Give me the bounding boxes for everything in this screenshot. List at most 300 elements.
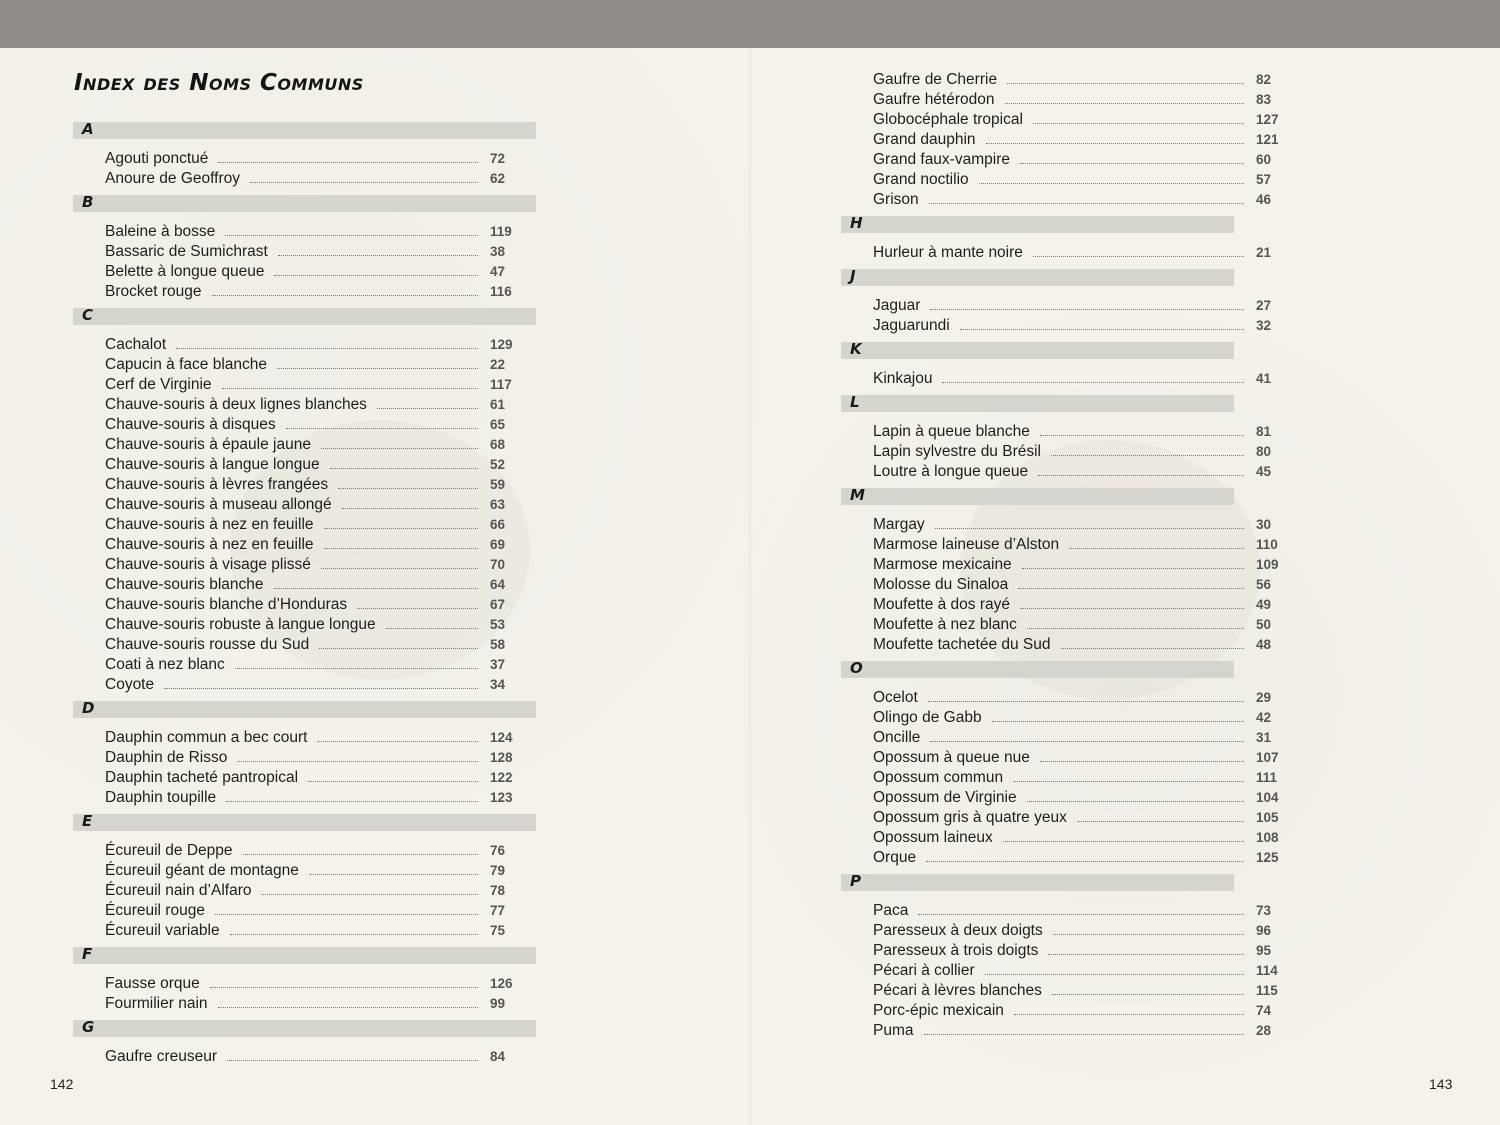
dot-leader [1040,435,1244,436]
dot-leader [230,934,478,935]
entry-page-number: 81 [1256,424,1272,439]
index-entry [841,535,1281,555]
index-entry [841,296,1281,316]
letter-label: F [82,945,93,963]
entry-page-number: 121 [1256,132,1279,147]
entry-page-number: 96 [1256,923,1272,938]
entry-name: Chauve-souris blanche d’Honduras [105,596,348,613]
dot-leader [377,408,478,409]
entry-page-number: 105 [1256,810,1279,825]
entry-page-number: 32 [1256,318,1272,333]
entry-page-number: 108 [1256,830,1279,845]
index-entry [841,110,1281,130]
entry-page-number: 45 [1256,464,1272,479]
dot-leader [261,894,478,895]
dot-leader [1052,994,1244,995]
index-entry [73,242,536,262]
dot-leader [243,854,478,855]
entry-name: Fourmilier nain [105,995,208,1012]
dot-leader [227,1060,478,1061]
dot-leader [1040,761,1244,762]
dot-leader [357,608,478,609]
index-entry [841,901,1281,921]
entry-name: Porc-épic mexicain [873,1002,1004,1019]
index-entry [73,515,536,535]
entry-page-number: 76 [490,843,506,858]
entry-name: Grison [873,191,919,208]
index-entry [841,190,1281,210]
entry-name: Chauve-souris robuste à langue longue [105,616,376,633]
index-entry [73,841,536,861]
entry-page-number: 47 [490,264,506,279]
entry-name: Lapin à queue blanche [873,423,1030,440]
index-entry [73,655,536,675]
dot-leader [210,987,478,988]
entry-name: Chauve-souris à deux lignes blanches [105,396,367,413]
book-gutter [748,48,752,1125]
dot-leader [929,203,1244,204]
index-entry [73,861,536,881]
entry-name: Molosse du Sinaloa [873,576,1009,593]
index-entry [73,222,536,242]
entry-page-number: 82 [1256,72,1272,87]
entry-name: Dauphin commun a bec court [105,729,308,746]
entry-page-number: 41 [1256,371,1272,386]
index-entry [841,981,1281,1001]
index-entry [841,848,1281,868]
dot-leader [918,914,1244,915]
entry-page-number: 69 [490,537,506,552]
index-column-right [841,70,1281,1041]
page-number-right: 143 [1429,1076,1453,1092]
letter-label: O [850,659,863,677]
dot-leader [286,428,478,429]
entry-page-number: 34 [490,677,506,692]
entry-name: Chauve-souris à épaule jaune [105,436,311,453]
letter-label: L [850,393,860,411]
entry-name: Belette à longue queue [105,263,265,280]
entry-page-number: 125 [1256,850,1279,865]
dot-leader [330,468,478,469]
entry-page-number: 72 [490,151,506,166]
entry-page-number: 50 [1256,617,1272,632]
entry-name: Loutre à longue queue [873,463,1029,480]
dot-leader [274,275,478,276]
entry-name: Pécari à collier [873,962,975,979]
entry-name: Baleine à bosse [105,223,216,240]
dot-leader [1014,1014,1244,1015]
letter-label: M [850,486,865,504]
entry-page-number: 58 [490,637,506,652]
dot-leader [1069,548,1244,549]
index-entry [841,748,1281,768]
entry-page-number: 129 [490,337,513,352]
index-entry [73,994,536,1014]
entry-page-number: 84 [490,1049,506,1064]
index-entry [73,169,536,189]
dot-leader [1013,781,1244,782]
dot-leader [250,182,478,183]
index-entry [73,415,536,435]
entry-name: Opossum à queue nue [873,749,1030,766]
entry-page-number: 29 [1256,690,1272,705]
entry-page-number: 63 [490,497,506,512]
entry-name: Capucin à face blanche [105,356,268,373]
index-entry [73,575,536,595]
entry-page-number: 49 [1256,597,1272,612]
letter-header [73,195,536,212]
index-entry [73,788,536,808]
index-column-left [73,122,536,1067]
entry-page-number: 117 [490,377,512,392]
index-entry [73,282,536,302]
entry-page-number: 64 [490,577,506,592]
index-entry [841,788,1281,808]
dot-leader [218,162,478,163]
dot-leader [338,488,478,489]
entry-name: Écureuil géant de montagne [105,862,299,879]
entry-page-number: 107 [1256,750,1279,765]
entry-page-number: 52 [490,457,506,472]
index-entry [841,150,1281,170]
dot-leader [1018,588,1244,589]
entry-page-number: 48 [1256,637,1272,652]
dot-leader [985,974,1244,975]
dot-leader [992,721,1244,722]
entry-name: Dauphin toupille [105,789,217,806]
letter-label: E [82,812,93,830]
dot-leader [277,368,478,369]
entry-name: Paresseux à deux doigts [873,922,1043,939]
index-entry [841,555,1281,575]
entry-name: Brocket rouge [105,283,202,300]
dot-leader [235,668,478,669]
index-entry [73,262,536,282]
index-entry [841,1001,1281,1021]
index-entry [841,828,1281,848]
index-entry [73,149,536,169]
entry-page-number: 109 [1256,557,1279,572]
index-entry [73,768,536,788]
entry-page-number: 59 [490,477,506,492]
index-entry [73,974,536,994]
entry-name: Paca [873,902,909,919]
index-entry [73,675,536,695]
entry-name: Cachalot [105,336,167,353]
dot-leader [942,382,1244,383]
page-number-left: 142 [50,1076,74,1092]
index-entry [73,375,536,395]
dot-leader [324,548,478,549]
entry-page-number: 22 [490,357,506,372]
entry-name: Jaguar [873,297,921,314]
entry-name: Opossum gris à quatre yeux [873,809,1067,826]
entry-page-number: 111 [1256,770,1278,785]
entry-name: Opossum de Virginie [873,789,1017,806]
dot-leader [309,874,478,875]
index-entry [841,635,1281,655]
entry-page-number: 79 [490,863,506,878]
letter-label: A [82,120,94,138]
entry-name: Anoure de Geoffroy [105,170,240,187]
entry-page-number: 56 [1256,577,1272,592]
dot-leader [1027,628,1244,629]
dot-leader [924,1034,1244,1035]
dot-leader [222,388,478,389]
entry-name: Dauphin tacheté pantropical [105,769,299,786]
dot-leader [1005,103,1244,104]
entry-name: Olingo de Gabb [873,709,982,726]
index-entry [841,1021,1281,1041]
letter-header [841,661,1234,678]
entry-page-number: 128 [490,750,513,765]
entry-page-number: 119 [490,224,512,239]
index-entry [841,921,1281,941]
entry-name: Orque [873,849,917,866]
entry-name: Marmose laineuse d’Alston [873,536,1060,553]
dot-leader [1053,934,1244,935]
entry-name: Moufette à nez blanc [873,616,1017,633]
letter-header [73,122,536,139]
entry-name: Écureuil nain d’Alfaro [105,882,252,899]
entry-name: Opossum laineux [873,829,993,846]
letter-header [73,947,536,964]
letter-header [841,488,1234,505]
entry-page-number: 124 [490,730,513,745]
entry-name: Moufette tachetée du Sud [873,636,1051,653]
dot-leader [321,568,478,569]
index-entry [841,941,1281,961]
letter-label: K [850,340,862,358]
entry-name: Gaufre creuseur [105,1048,217,1065]
dot-leader [278,255,478,256]
entry-name: Chauve-souris à nez en feuille [105,536,314,553]
index-entry [841,961,1281,981]
dot-leader [212,295,478,296]
index-entry [73,335,536,355]
entry-name: Chauve-souris à disques [105,416,276,433]
entry-page-number: 61 [490,397,506,412]
index-entry [73,555,536,575]
index-entry [73,495,536,515]
entry-page-number: 75 [490,923,506,938]
entry-name: Chauve-souris rousse du Sud [105,636,310,653]
index-entry [841,70,1281,90]
entry-page-number: 46 [1256,192,1272,207]
index-entry [73,595,536,615]
index-entry [841,442,1281,462]
entry-name: Paresseux à trois doigts [873,942,1039,959]
entry-page-number: 122 [490,770,513,785]
letter-header [73,701,536,718]
dot-leader [215,914,478,915]
entry-name: Marmose mexicaine [873,556,1012,573]
index-entry [73,395,536,415]
entry-page-number: 115 [1256,983,1278,998]
index-entry [841,575,1281,595]
entry-name: Cerf de Virginie [105,376,212,393]
index-entry [841,515,1281,535]
letter-label: H [850,214,863,232]
entry-name: Écureuil variable [105,922,220,939]
entry-page-number: 74 [1256,1003,1272,1018]
dot-leader [164,688,478,689]
entry-name: Chauve-souris blanche [105,576,264,593]
index-entry [73,1047,536,1067]
index-entry [841,615,1281,635]
entry-name: Coyote [105,676,155,693]
letter-header [73,308,536,325]
entry-page-number: 127 [1256,112,1279,127]
entry-page-number: 70 [490,557,506,572]
entry-page-number: 28 [1256,1023,1272,1038]
dot-leader [386,628,478,629]
entry-name: Agouti ponctué [105,150,209,167]
dot-leader [1033,256,1244,257]
dot-leader [1051,455,1244,456]
dot-leader [1061,648,1244,649]
dot-leader [226,801,478,802]
dot-leader [935,528,1244,529]
dot-leader [928,701,1244,702]
dot-leader [930,309,1244,310]
entry-page-number: 126 [490,976,513,991]
entry-page-number: 42 [1256,710,1272,725]
dot-leader [1020,608,1244,609]
index-entry [73,921,536,941]
index-entry [73,728,536,748]
entry-name: Kinkajou [873,370,933,387]
dot-leader [218,1007,478,1008]
index-entry [73,881,536,901]
entry-name: Globocéphale tropical [873,111,1023,128]
dot-leader [1077,821,1244,822]
entry-page-number: 77 [490,903,506,918]
letter-header [73,814,536,831]
entry-page-number: 104 [1256,790,1279,805]
dot-leader [237,761,478,762]
letter-label: C [82,306,94,324]
entry-page-number: 53 [490,617,506,632]
entry-page-number: 83 [1256,92,1272,107]
index-entry [841,316,1281,336]
index-entry [841,728,1281,748]
entry-page-number: 114 [1256,963,1278,978]
entry-name: Chauve-souris à lèvres frangées [105,476,329,493]
index-entry [841,708,1281,728]
entry-page-number: 110 [1256,537,1278,552]
entry-page-number: 95 [1256,943,1272,958]
dot-leader [1048,954,1244,955]
entry-name: Écureuil de Deppe [105,842,233,859]
entry-page-number: 78 [490,883,506,898]
index-entry [841,462,1281,482]
index-entry [841,130,1281,150]
entry-page-number: 99 [490,996,506,1011]
letter-header [841,216,1234,233]
index-entry [73,535,536,555]
index-entry [841,808,1281,828]
index-entry [841,595,1281,615]
index-entry [73,455,536,475]
index-entry [73,435,536,455]
dot-leader [926,861,1244,862]
index-entry [841,422,1281,442]
dot-leader [986,143,1244,144]
entry-page-number: 116 [490,284,512,299]
entry-name: Écureuil rouge [105,902,205,919]
page-title: Index des Noms Communs [74,70,364,96]
entry-name: Lapin sylvestre du Brésil [873,443,1041,460]
letter-header [841,342,1234,359]
letter-label: P [850,872,861,890]
index-entry [73,355,536,375]
letter-label: D [82,699,95,717]
entry-name: Gaufre hétérodon [873,91,995,108]
entry-name: Bassaric de Sumichrast [105,243,268,260]
index-entry [841,768,1281,788]
entry-page-number: 68 [490,437,506,452]
letter-label: B [82,193,94,211]
entry-name: Ocelot [873,689,918,706]
entry-page-number: 30 [1256,517,1272,532]
index-entry [73,748,536,768]
dot-leader [930,741,1244,742]
letter-header [73,1020,536,1037]
entry-name: Chauve-souris à museau allongé [105,496,332,513]
top-bar [0,0,1500,48]
entry-page-number: 65 [490,417,506,432]
dot-leader [1033,123,1244,124]
entry-name: Jaguarundi [873,317,950,334]
index-entry [841,688,1281,708]
index-entry [841,369,1281,389]
dot-leader [960,329,1244,330]
entry-name: Coati à nez blanc [105,656,225,673]
index-entry [841,243,1281,263]
index-entry [73,475,536,495]
entry-name: Moufette à dos rayé [873,596,1010,613]
dot-leader [225,235,478,236]
entry-page-number: 27 [1256,298,1272,313]
dot-leader [1022,568,1244,569]
dot-leader [274,588,478,589]
letter-label: G [82,1018,95,1036]
entry-page-number: 80 [1256,444,1272,459]
entry-page-number: 38 [490,244,506,259]
dot-leader [979,183,1244,184]
dot-leader [321,448,478,449]
entry-name: Fausse orque [105,975,200,992]
entry-page-number: 62 [490,171,506,186]
index-entry [73,615,536,635]
entry-name: Dauphin de Risso [105,749,228,766]
entry-name: Gaufre de Cherrie [873,71,998,88]
entry-page-number: 21 [1256,245,1272,260]
entry-page-number: 67 [490,597,506,612]
dot-leader [342,508,478,509]
dot-leader [1020,163,1244,164]
index-entry [841,90,1281,110]
entry-page-number: 57 [1256,172,1272,187]
entry-page-number: 60 [1256,152,1272,167]
entry-page-number: 66 [490,517,506,532]
entry-name: Chauve-souris à nez en feuille [105,516,314,533]
dot-leader [317,741,478,742]
entry-name: Puma [873,1022,914,1039]
dot-leader [1038,475,1244,476]
dot-leader [308,781,478,782]
